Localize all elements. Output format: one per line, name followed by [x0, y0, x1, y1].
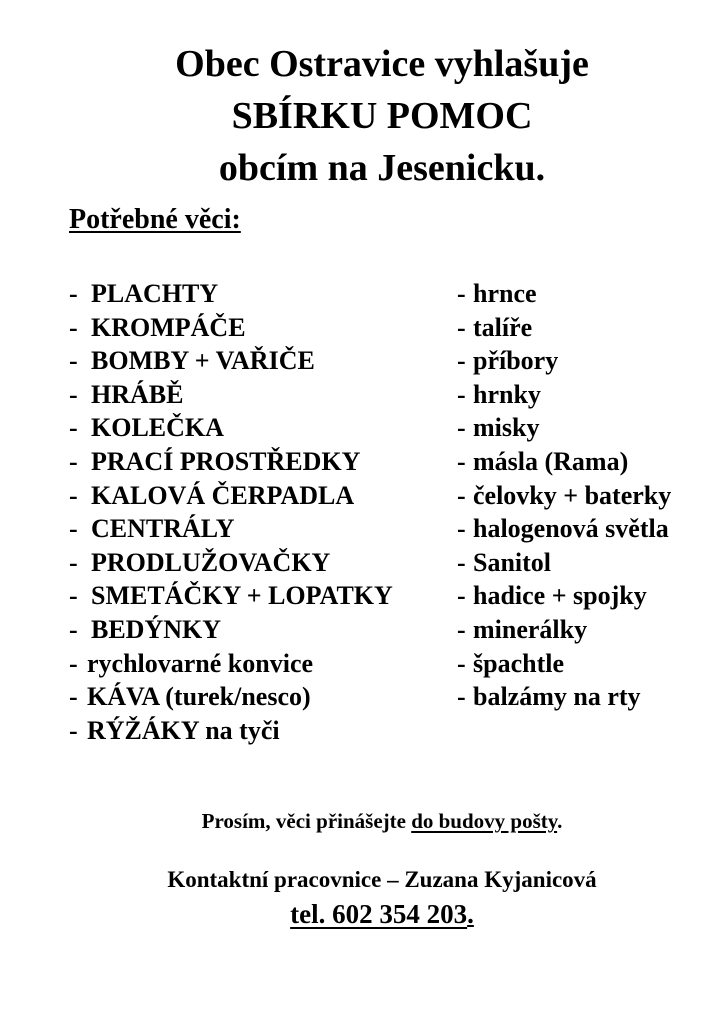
list-item: [457, 445, 671, 479]
list-item: [457, 613, 671, 647]
list-item: [457, 579, 671, 613]
list-dash: -: [69, 514, 78, 544]
list-item-text: RÝŽÁKY na tyči: [87, 715, 280, 745]
list-item-text: příbory: [473, 346, 559, 376]
list-item-text: minerálky: [473, 614, 588, 644]
list-item-text: špachtle: [473, 648, 564, 678]
list-item-text: PRACÍ PROSTŘEDKY: [91, 446, 361, 476]
list-item: [69, 546, 393, 580]
list-dash: -: [69, 547, 78, 577]
list-dash: -: [457, 547, 466, 577]
contact-person: Kontaktní pracovnice – Zuzana Kyjanicová: [167, 867, 597, 892]
list-item: [69, 344, 393, 378]
list-item-text: KÁVA (turek/nesco): [87, 682, 311, 712]
list-item-text: KROMPÁČE: [91, 312, 246, 342]
list-item: [69, 579, 393, 613]
list-item-text: balzámy na rty: [473, 682, 641, 712]
list-item: [69, 512, 393, 546]
list-item-text: BOMBY + VAŘIČE: [91, 346, 315, 376]
heading-line-2: SBÍRKU POMOC: [231, 95, 533, 137]
list-dash: -: [457, 581, 466, 611]
list-dash: -: [457, 346, 466, 376]
list-item-text: PLACHTY: [91, 279, 219, 308]
list-item: [457, 479, 671, 513]
list-item-text: hadice + spojky: [473, 581, 647, 611]
list-dash: -: [457, 413, 466, 443]
list-item: [457, 411, 671, 445]
list-dash: -: [457, 312, 466, 342]
list-dash: -: [457, 614, 466, 644]
list-item: [69, 479, 393, 513]
list-item: [69, 277, 393, 311]
list-dash: -: [69, 279, 78, 308]
list-item: [69, 647, 393, 681]
list-item: [457, 311, 671, 345]
list-item-text: HRÁBĚ: [91, 379, 184, 409]
list-dash: -: [457, 648, 466, 678]
list-item-text: BEDÝNKY: [91, 614, 222, 644]
heading-line-1: Obec Ostravice vyhlašuje: [175, 43, 589, 85]
list-item: [457, 277, 671, 311]
heading-line-3: obcím na Jesenicku.: [218, 147, 546, 189]
list-dash: -: [457, 279, 466, 308]
list-item: [457, 680, 671, 714]
list-item: [69, 445, 393, 479]
list-item: [457, 546, 671, 580]
list-item: [69, 311, 393, 345]
phone-number: tel. 602 354 203: [290, 899, 468, 929]
list-dash: -: [69, 614, 78, 644]
note-end: .: [557, 809, 563, 833]
list-dash: -: [457, 379, 466, 409]
list-dash: -: [69, 379, 78, 409]
list-item-text: čelovky + baterky: [473, 480, 672, 510]
list-dash: -: [457, 480, 466, 510]
drop-off-note: [0, 806, 724, 836]
list-dash: -: [69, 480, 78, 510]
list-item: [69, 378, 393, 412]
list-dash: -: [69, 648, 78, 678]
list-item-text: misky: [473, 413, 540, 443]
list-dash: -: [457, 514, 466, 544]
list-item-text: másla (Rama): [473, 446, 629, 476]
list-item-text: Sanitol: [473, 547, 552, 577]
contact-phone-line: [0, 896, 724, 932]
list-item: [69, 714, 393, 748]
list-item: [69, 680, 393, 714]
list-item-text: hrnce: [473, 279, 537, 308]
drop-off-location: do budovy pošty: [411, 809, 558, 833]
list-dash: -: [69, 682, 78, 712]
list-dash: -: [69, 413, 78, 443]
list-dash: -: [69, 312, 78, 342]
list-item-text: hrnky: [473, 379, 541, 409]
needed-items-left-list: [69, 277, 393, 747]
announcement-heading: [0, 38, 724, 194]
list-dash: -: [457, 446, 466, 476]
list-item-text: CENTRÁLY: [91, 514, 235, 544]
list-item-text: PRODLUŽOVAČKY: [91, 547, 331, 577]
list-dash: -: [69, 446, 78, 476]
needed-items-title: Potřebné věci:: [69, 204, 241, 235]
list-item-text: KALOVÁ ČERPADLA: [91, 480, 355, 510]
list-dash: -: [69, 715, 78, 745]
phone-end: .: [467, 899, 474, 929]
list-dash: -: [457, 682, 466, 712]
list-item: [69, 411, 393, 445]
needed-items-right-list: [457, 277, 671, 714]
list-item: [69, 613, 393, 647]
list-item-text: rychlovarné konvice: [87, 648, 314, 678]
note-text: Prosím, věci přinášejte: [201, 809, 412, 833]
list-item-text: halogenová světla: [473, 514, 669, 544]
list-item: [457, 512, 671, 546]
list-dash: -: [69, 581, 78, 611]
list-item: [457, 344, 671, 378]
list-item: [457, 647, 671, 681]
list-dash: -: [69, 346, 78, 376]
list-item-text: SMETÁČKY + LOPATKY: [91, 581, 393, 611]
list-item-text: talíře: [473, 312, 533, 342]
list-item-text: KOLEČKA: [91, 413, 224, 443]
list-item: [457, 378, 671, 412]
